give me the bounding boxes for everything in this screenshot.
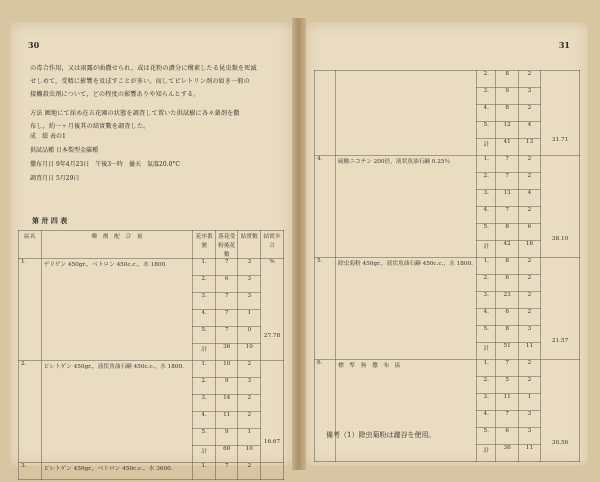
entry-flowers: 5	[496, 377, 518, 394]
entry-fruit: 2	[238, 361, 261, 378]
table-row	[315, 258, 580, 275]
entry-fruit: 1	[518, 394, 540, 411]
entry-flowers: 8	[496, 224, 518, 241]
total-label: 計	[477, 241, 496, 258]
body-line: の毒合作用，又は雨露が曲撒せられ，或は花粉の濃分に構素したる昆虫類を死滅	[30, 65, 257, 72]
entry-flowers: 7	[496, 173, 518, 190]
entry-number: 2.	[477, 71, 496, 88]
date-label: 撒布月日	[30, 161, 55, 168]
row-label: 4.	[315, 156, 336, 258]
entry-flowers: 7	[496, 156, 518, 173]
entry-number: 3.	[193, 293, 216, 310]
results-line	[30, 130, 280, 143]
body-line: せしめて，受精に影響を及ぼすことが多い。而してピレトリン剤の如き一般の	[30, 78, 250, 85]
entry-flowers: 23	[496, 292, 518, 309]
table-header: 藥 劑 配 合 量	[41, 231, 193, 259]
entry-flowers: 7	[496, 360, 518, 377]
tree-label: 供試品種	[30, 147, 55, 154]
tree-line	[30, 144, 280, 157]
table-note: 備考（1）除虫菊粉は瀧谷を使用。	[326, 431, 436, 439]
entry-number: 1.	[477, 360, 496, 377]
entry-fruit: 2	[238, 412, 261, 429]
entry-number: 3.	[193, 395, 216, 412]
row-rate	[541, 156, 580, 258]
entry-flowers: 7	[496, 207, 518, 224]
table-row	[315, 71, 580, 88]
entry-flowers: 12	[496, 122, 518, 139]
entry-fruit: 2	[518, 360, 540, 377]
entry-fruit: 2	[518, 156, 540, 173]
table-row	[315, 156, 580, 173]
total-flowers: 51	[496, 343, 518, 360]
total-fruit: 10	[238, 446, 261, 463]
entry-fruit: 2	[518, 71, 540, 88]
entry-flowers: 7	[215, 293, 238, 310]
total-flowers: 36	[496, 445, 518, 462]
row-rate	[541, 258, 580, 360]
total-label: 計	[193, 446, 216, 463]
entry-number: 3.	[477, 190, 496, 207]
entry-fruit: 2	[238, 463, 261, 480]
total-fruit: 11	[518, 343, 540, 360]
results-value: 表の1	[49, 133, 66, 140]
total-flowers: 42	[496, 241, 518, 258]
table-header: 花序番號	[193, 231, 216, 259]
total-flowers: 41	[496, 139, 518, 156]
entry-fruit: 2	[518, 258, 540, 275]
total-label: 計	[193, 344, 216, 361]
entry-fruit: 3	[238, 378, 261, 395]
entry-flowers: 6	[496, 428, 518, 445]
entry-fruit: 3	[238, 293, 261, 310]
entry-fruit: 3	[518, 411, 540, 428]
row-label: 2.	[19, 361, 42, 463]
total-fruit: 11	[518, 445, 540, 462]
entry-fruit: 2	[518, 377, 540, 394]
entry-fruit: 2	[518, 275, 540, 292]
entry-flowers: 14	[215, 395, 238, 412]
entry-fruit: 3	[238, 259, 261, 276]
rate-value: 16.67	[263, 439, 281, 445]
row-recipe: デリゲン 450gr.，ベトロン 450c.c.，水 1800.	[41, 259, 193, 361]
results-label: 成 績	[30, 133, 49, 140]
entry-fruit: 3	[518, 88, 540, 105]
entry-number: 2.	[477, 377, 496, 394]
entry-fruit: 4	[518, 190, 540, 207]
entry-flowers: 8	[496, 71, 518, 88]
entry-number: 5.	[477, 122, 496, 139]
entry-number: 3.	[477, 88, 496, 105]
rate-value: 27.78	[263, 333, 281, 339]
entry-flowers: 6	[496, 275, 518, 292]
entry-fruit: 2	[518, 292, 540, 309]
rate-value: 38.10	[551, 236, 569, 242]
entry-fruit: 4	[518, 122, 540, 139]
table-row	[19, 259, 284, 276]
total-fruit: 16	[518, 241, 540, 258]
entry-number: 5.	[477, 224, 496, 241]
entry-number: 5.	[477, 326, 496, 343]
right-table	[314, 70, 580, 462]
survey-line	[30, 172, 280, 185]
entry-flowers: 7	[215, 310, 238, 327]
entry-fruit: 3	[518, 428, 540, 445]
survey-value: 5月29日	[55, 175, 80, 182]
left-page-body	[30, 62, 288, 133]
entry-flowers: 10	[215, 361, 238, 378]
rate-value: 30.56	[551, 440, 569, 446]
entry-number: 4.	[477, 207, 496, 224]
row-recipe: 除虫菊粉 450gr.，液状魚油石鹸 450c.c.，水 1800.	[336, 258, 477, 360]
entry-number: 1.	[193, 463, 216, 480]
entry-flowers: 8	[496, 326, 518, 343]
table-header: 結實歩合	[261, 231, 284, 259]
entry-number: 1.	[477, 156, 496, 173]
row-recipe: ピレトゲン 450gr.，ベトロン 450c.c.，水 3600.	[41, 463, 193, 480]
left-page-number: 30	[28, 40, 40, 50]
entry-number: 5.	[193, 429, 216, 446]
table-header-row	[19, 231, 284, 259]
entry-number: 3.	[477, 292, 496, 309]
date-line	[30, 158, 280, 171]
entry-number: 4.	[477, 411, 496, 428]
total-fruit: 10	[238, 344, 261, 361]
table-title: 第 卅 四 表	[32, 216, 68, 225]
row-rate	[541, 360, 580, 462]
total-label: 計	[477, 343, 496, 360]
entry-number: 3.	[477, 394, 496, 411]
row-label: 5.	[315, 258, 336, 360]
table-header: 區名	[19, 231, 42, 259]
row-label: 1.	[19, 259, 42, 361]
entry-number: 4.	[193, 310, 216, 327]
row-recipe: ピレトゲン 450gr.，液状魚油石鹸 450c.c.，水 1800.	[41, 361, 193, 463]
table-header: 結實數	[238, 231, 261, 259]
entry-number: 4.	[477, 309, 496, 326]
row-recipe: 硫酸ニコチン 200倍，液状魚油石鹸 0.25％	[336, 156, 477, 258]
entry-number: 1.	[477, 258, 496, 275]
entry-fruit: 2	[518, 309, 540, 326]
rate-value: 31.71	[551, 137, 569, 143]
entry-number: 5.	[193, 327, 216, 344]
date-value: 9年4月23日 午後3一時 曇天 氣溫20.0°C	[55, 161, 180, 168]
body-line: 接觸殺虫剤について，どの程度の影響ありや知らんとする。	[30, 91, 200, 98]
entry-fruit: 2	[518, 207, 540, 224]
tree-value: 日本梨型金羅種	[55, 147, 98, 154]
table-row	[19, 361, 284, 378]
entry-fruit: 3	[238, 276, 261, 293]
left-page	[10, 22, 292, 472]
row-recipe	[336, 71, 477, 156]
row-label: 6.	[315, 360, 336, 462]
row-recipe: 標 準 無 撒 布 區	[336, 360, 477, 462]
entry-number: 1.	[193, 361, 216, 378]
row-rate	[541, 71, 580, 156]
entry-fruit: 2	[238, 395, 261, 412]
method-line: 方法 圃地にて採め在五花園の状態を調査して置いた供試樹に各々薬剤を撒	[30, 110, 240, 117]
entry-number: 2.	[193, 378, 216, 395]
survey-label: 調査月日	[30, 175, 55, 182]
entry-flowers: 8	[496, 105, 518, 122]
entry-flowers: 7	[215, 259, 238, 276]
entry-number: 2.	[477, 275, 496, 292]
entry-number: 4.	[193, 412, 216, 429]
entry-fruit: 2	[518, 105, 540, 122]
entry-fruit: 2	[518, 173, 540, 190]
row-rate	[261, 259, 284, 361]
method-line: 布し，約一ヶ月後其の結實數を調査した。	[30, 123, 150, 130]
table-row	[315, 360, 580, 377]
row-label: 3.	[19, 463, 42, 480]
entry-fruit: 1	[238, 310, 261, 327]
entry-fruit: 0	[238, 327, 261, 344]
right-page	[306, 22, 588, 466]
total-label: 計	[477, 445, 496, 462]
entry-flowers: 7	[496, 411, 518, 428]
entry-flowers: 6	[496, 309, 518, 326]
entry-flowers: 11	[496, 394, 518, 411]
entry-flowers: 8	[496, 258, 518, 275]
entry-fruit: 3	[518, 326, 540, 343]
entry-flowers: 7	[215, 463, 238, 480]
rate-unit: %	[269, 259, 275, 265]
entry-number: 4.	[477, 105, 496, 122]
left-table	[18, 230, 284, 480]
table-row	[19, 463, 284, 480]
entry-fruit: 6	[518, 224, 540, 241]
table-header: 落花受粉後花數	[215, 231, 238, 259]
entry-number: 5.	[477, 428, 496, 445]
entry-flowers: 9	[215, 378, 238, 395]
entry-flowers: 13	[496, 190, 518, 207]
row-label	[315, 71, 336, 156]
total-flowers: 36	[215, 344, 238, 361]
row-rate-empty	[261, 463, 284, 480]
entry-number: 2.	[193, 276, 216, 293]
entry-flowers: 11	[215, 412, 238, 429]
entry-fruit: 1	[238, 429, 261, 446]
entry-flowers: 9	[215, 429, 238, 446]
entry-flowers: 7	[215, 327, 238, 344]
rate-value: 21.57	[551, 338, 569, 344]
total-flowers: 60	[215, 446, 238, 463]
entry-number: 1.	[193, 259, 216, 276]
entry-flowers: 6	[215, 276, 238, 293]
entry-flowers: 9	[496, 88, 518, 105]
right-page-number: 31	[558, 40, 570, 50]
total-fruit: 13	[518, 139, 540, 156]
row-rate	[261, 361, 284, 463]
entry-number: 2.	[477, 173, 496, 190]
book-gutter	[292, 18, 306, 470]
total-label: 計	[477, 139, 496, 156]
